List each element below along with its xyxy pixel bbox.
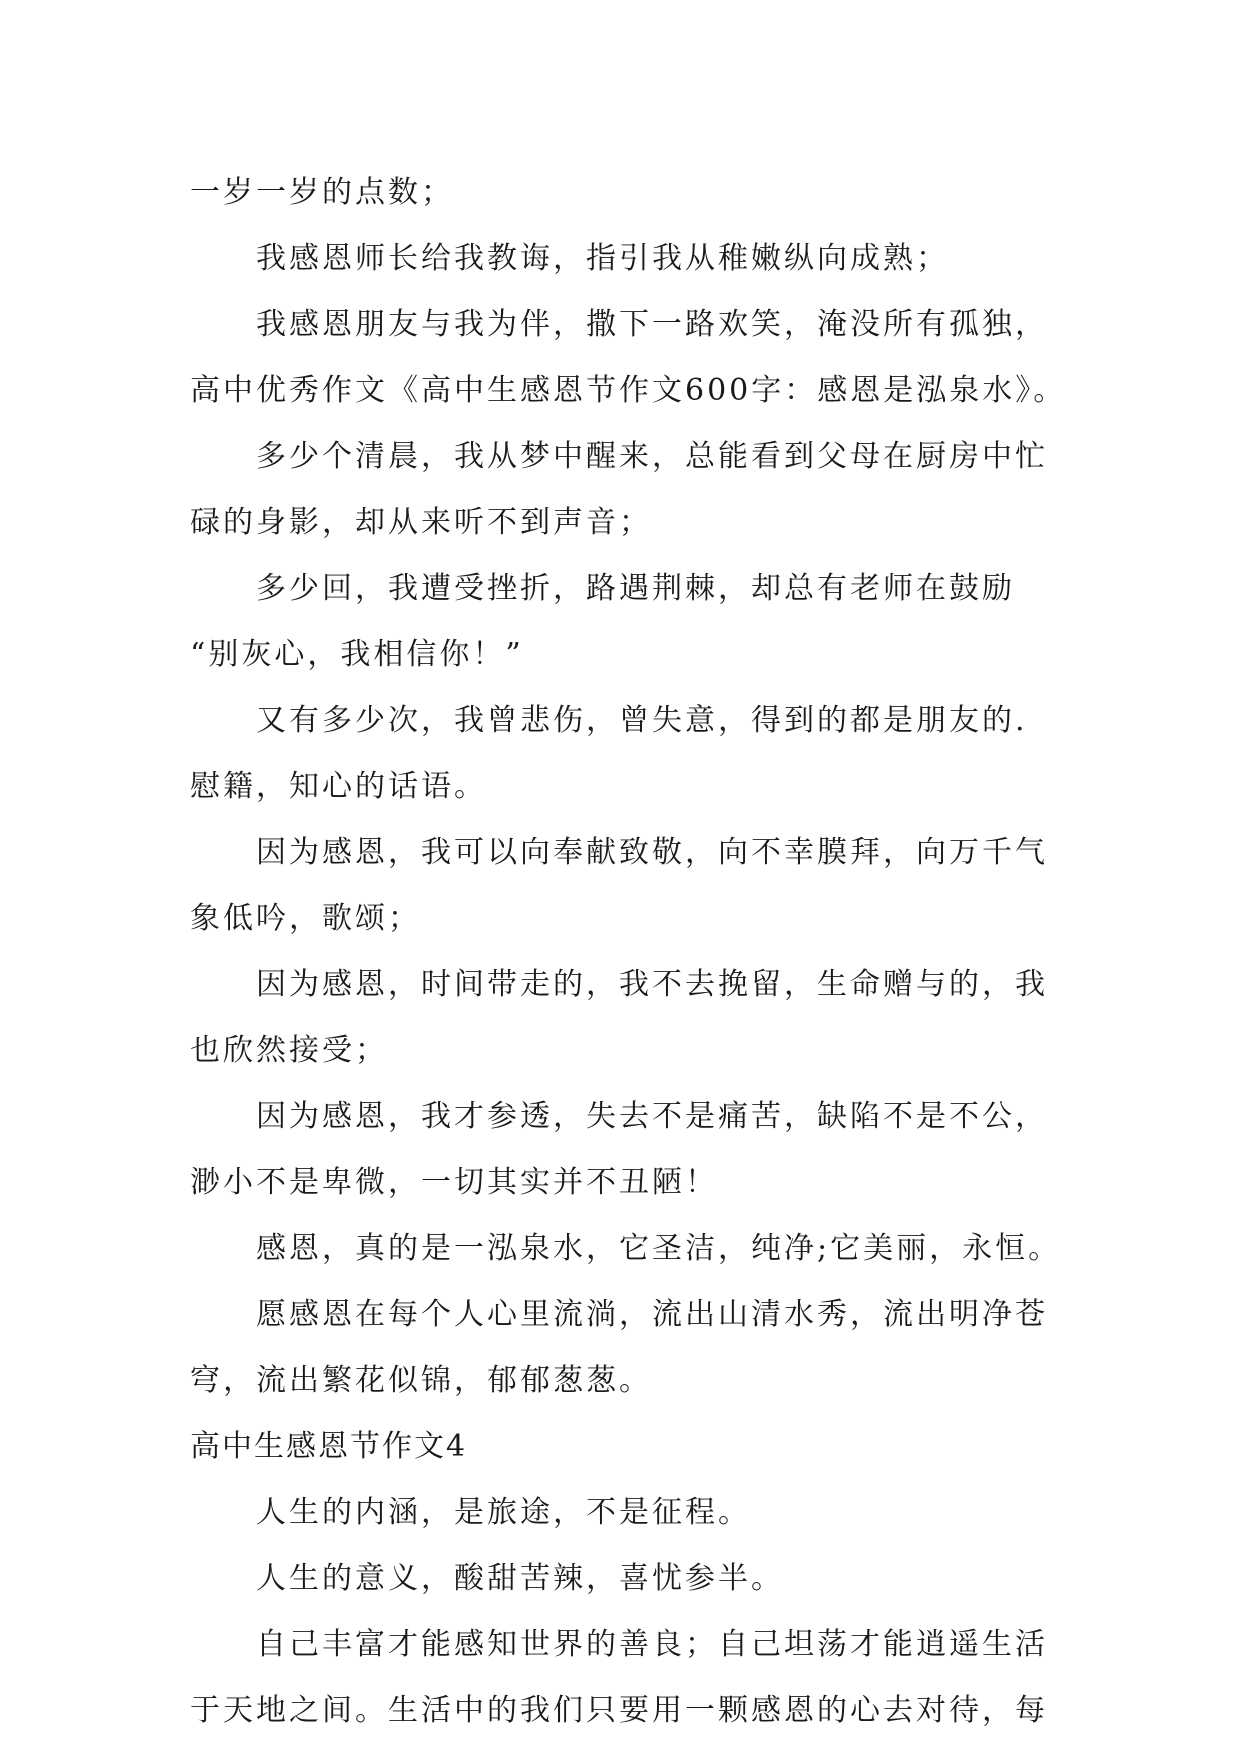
text-line: 又有多少次，我曾悲伤，曾失意，得到的都是朋友的.	[256, 703, 1028, 738]
text-line: 高中优秀作文《高中生感恩节作文600字：感恩是泓泉水》。	[190, 373, 1067, 408]
text-line: 象低吟，歌颂；	[190, 901, 421, 936]
text-line: 愿感恩在每个人心里流淌，流出山清水秀，流出明净苍	[256, 1297, 1048, 1332]
text-line: 因为感恩，时间带走的，我不去挽留，生命赠与的，我	[256, 967, 1048, 1002]
text-line: 碌的身影，却从来听不到声音；	[190, 505, 652, 540]
text-line: 于天地之间。生活中的我们只要用一颗感恩的心去对待，每	[190, 1693, 1048, 1728]
text-line: 我感恩师长给我教诲，指引我从稚嫩纵向成熟；	[256, 241, 949, 276]
text-line: 多少回，我遭受挫折，路遇荆棘，却总有老师在鼓励	[256, 571, 1015, 606]
text-line: 多少个清晨，我从梦中醒来，总能看到父母在厨房中忙	[256, 439, 1048, 474]
text-line: 人生的意义，酸甜苦辣，喜忧参半。	[256, 1561, 784, 1596]
text-line: 渺小不是卑微，一切其实并不丑陋！	[190, 1165, 718, 1200]
text-line: 穹，流出繁花似锦，郁郁葱葱。	[190, 1363, 652, 1398]
text-line: 人生的内涵，是旅途，不是征程。	[256, 1495, 751, 1530]
text-line: 自己丰富才能感知世界的善良；自己坦荡才能逍遥生活	[256, 1627, 1048, 1662]
document-body	[190, 160, 1067, 1744]
section-heading: 高中生感恩节作文4	[190, 1429, 468, 1464]
text-line: 也欣然接受；	[190, 1033, 388, 1068]
text-line: 我感恩朋友与我为伴，撒下一路欢笑，淹没所有孤独，	[256, 307, 1048, 342]
text-line: “别灰心，我相信你！”	[190, 637, 524, 672]
text-line: 慰籍，知心的话语。	[190, 769, 487, 804]
text-line: 因为感恩，我可以向奉献致敬，向不幸膜拜，向万千气	[256, 835, 1048, 870]
text-line: 因为感恩，我才参透，失去不是痛苦，缺陷不是不公，	[256, 1099, 1048, 1134]
text-line: 感恩，真的是一泓泉水，它圣洁，纯净;它美丽，永恒。	[256, 1231, 1062, 1266]
text-line: 一岁一岁的点数；	[190, 175, 454, 210]
